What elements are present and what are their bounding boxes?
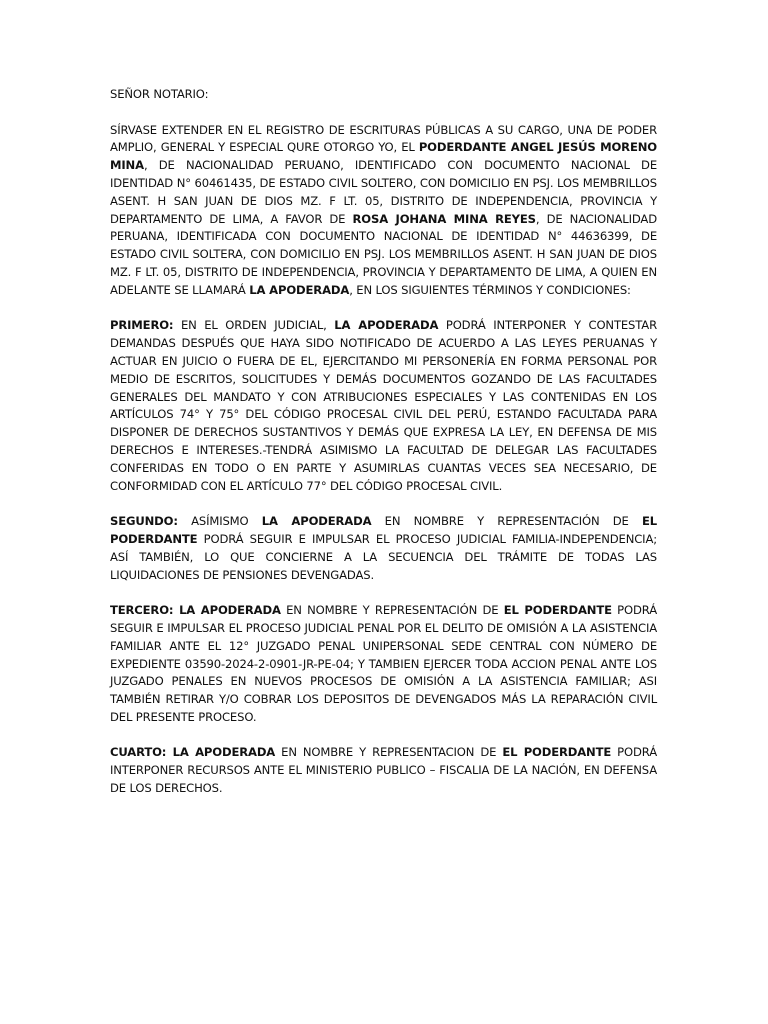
paragraph-intro — [110, 122, 657, 300]
bold-text-run: PODERDANTE ANGEL JESÚS MORENO MINA — [110, 140, 657, 173]
text-run: EN NOMBRE Y REPRESENTACIÓN DE — [280, 603, 504, 618]
text-run: , EN LOS SIGUIENTES TÉRMINOS Y CONDICIONES: — [349, 282, 631, 297]
salutation: SEÑOR NOTARIO: — [110, 87, 209, 101]
bold-text-run: ROSA JOHANA MINA REYES — [352, 211, 536, 226]
text-run: PODRÁ INTERPONER RECURSOS ANTE EL MINISTERIO PUBLICO – FISCALIA DE LA NACIÓN, EN DEFENSA DE LOS DERECHOS. — [110, 745, 657, 796]
text-run: EN NOMBRE Y REPRESENTACION DE — [275, 745, 503, 760]
paragraph-segundo — [110, 513, 657, 584]
text-run: , DE NACIONALIDAD PERUANA, IDENTIFICADA CON DOCUMENTO NACIONAL DE IDENTIDAD N° 44636399, DE ESTADO CIVIL SOLTERA, CON DOMICILIO EN PSJ. LOS MEMBRILLOS ASENT. H SAN JUAN DE DIOS MZ. F LT. 05, DISTRITO DE INDEPENDENCIA, PROVINCIA Y DEPARTAMENTO DE LIMA, A QUIEN EN ADELANTE SE LLAMARÁ — [110, 211, 657, 297]
bold-text-run: TERCERO: LA APODERADA — [110, 603, 281, 618]
bold-text-run: EL PODERDANTE — [503, 603, 612, 618]
bold-text-run: EL PODERDANTE — [110, 514, 657, 546]
bold-text-run: LA APODERADA — [249, 282, 350, 297]
text-run: ASÍMISMO — [177, 514, 262, 529]
bold-text-run: EL PODERDANTE — [502, 745, 612, 760]
bold-text-run: SEGUNDO: — [110, 514, 178, 529]
text-run: SÍRVASE EXTENDER EN EL REGISTRO DE ESCRITURAS PÚBLICAS A SU CARGO, UNA DE PODER AMPLIO, GENERAL Y ESPECIAL QURE OTORGO YO, EL — [110, 122, 657, 155]
bold-text-run: PRIMERO: — [110, 318, 174, 333]
bold-text-run: LA APODERADA — [261, 514, 372, 529]
paragraph-cuarto — [110, 744, 657, 797]
text-run: EN EL ORDEN JUDICIAL, — [173, 318, 335, 333]
text-run: PODRÁ SEGUIR E IMPULSAR EL PROCESO JUDICIAL PENAL POR EL DELITO DE OMISIÓN A LA ASISTENCIA FAMILIAR ANTE EL 12° JUZGADO PENAL UNIPERSONAL SEDE CENTRAL CON NÚMERO DE EXPEDIENTE 03590-2024-2-0901-JR-PE-04; Y TAMBIEN EJERCER TODA ACCION PENAL ANTE LOS JUZGADO PENALES EN NUEVOS PROCESOS DE OMISIÓN A LA ASISTENCIA FAMILIAR; ASI TAMBIÉN RETIRAR Y/O COBRAR LOS DEPOSITOS DE DEVENGADOS MÁS LA REPARACIÓN CIVIL DEL PRESENTE PROCESO. — [110, 603, 657, 724]
document-page — [110, 86, 657, 816]
text-run: PODRÁ SEGUIR E IMPULSAR EL PROCESO JUDICIAL FAMILIA-INDEPENDENCIA; ASÍ TAMBIÉN, LO QUE CONCIERNE A LA SECUENCIA DEL TRÁMITE DE TODAS LAS LIQUIDACIONES DE PENSIONES DEVENGADAS. — [110, 531, 657, 582]
text-run: , DE NACIONALIDAD PERUANO, IDENTIFICADO CON DOCUMENTO NACIONAL DE IDENTIDAD N° 60461435, DE ESTADO CIVIL SOLTERO, CON DOMICILIO EN PSJ. LOS MEMBRILLOS ASENT. H SAN JUAN DE DIOS MZ. F LT. 05, DISTRITO DE INDEPENDENCIA, PROVINCIA Y DEPARTAMENTO DE LIMA, A FAVOR DE — [110, 158, 657, 226]
paragraph-primero — [110, 317, 657, 495]
paragraph-tercero — [110, 602, 657, 727]
bold-text-run: CUARTO: LA APODERADA — [110, 745, 276, 760]
text-run: EN NOMBRE Y REPRESENTACIÓN DE — [371, 514, 642, 529]
bold-text-run: LA APODERADA — [334, 318, 439, 333]
text-run: PODRÁ INTERPONER Y CONTESTAR DEMANDAS DESPUÉS QUE HAYA SIDO NOTIFICADO DE ACUERDO A LAS LEYES PERUANAS Y ACTUAR EN JUICIO O FUERA DE EL, EJERCITANDO MI PERSONERÍA EN FORMA PERSONAL POR MEDIO DE ESCRITOS, SOLICITUDES Y DEMÁS DOCUMENTOS GOZANDO DE LAS FACULTADES GENERALES DEL MANDATO Y CON ATRIBUCIONES ESPECIALES Y LAS CONTENIDAS EN LOS ARTÍCULOS 74° Y 75° DEL CÓDIGO PROCESAL CIVIL DEL PERÚ, ESTANDO FACULTADA PARA DISPONER DE DERECHOS SUSTANTIVOS Y DEMÁS QUE EXPRESA LA LEY, EN DEFENSA DE MIS DERECHOS E INTERESES.-TENDRÁ ASIMISMO LA FACULTAD DE DELEGAR LAS FACULTADES CONFERIDAS EN TODO O EN PARTE Y ASUMIRLAS CUANTAS VECES SEA NECESARIO, DE CONFORMIDAD CON EL ARTÍCULO 77° DEL CÓDIGO PROCESAL CIVIL. — [110, 318, 657, 493]
